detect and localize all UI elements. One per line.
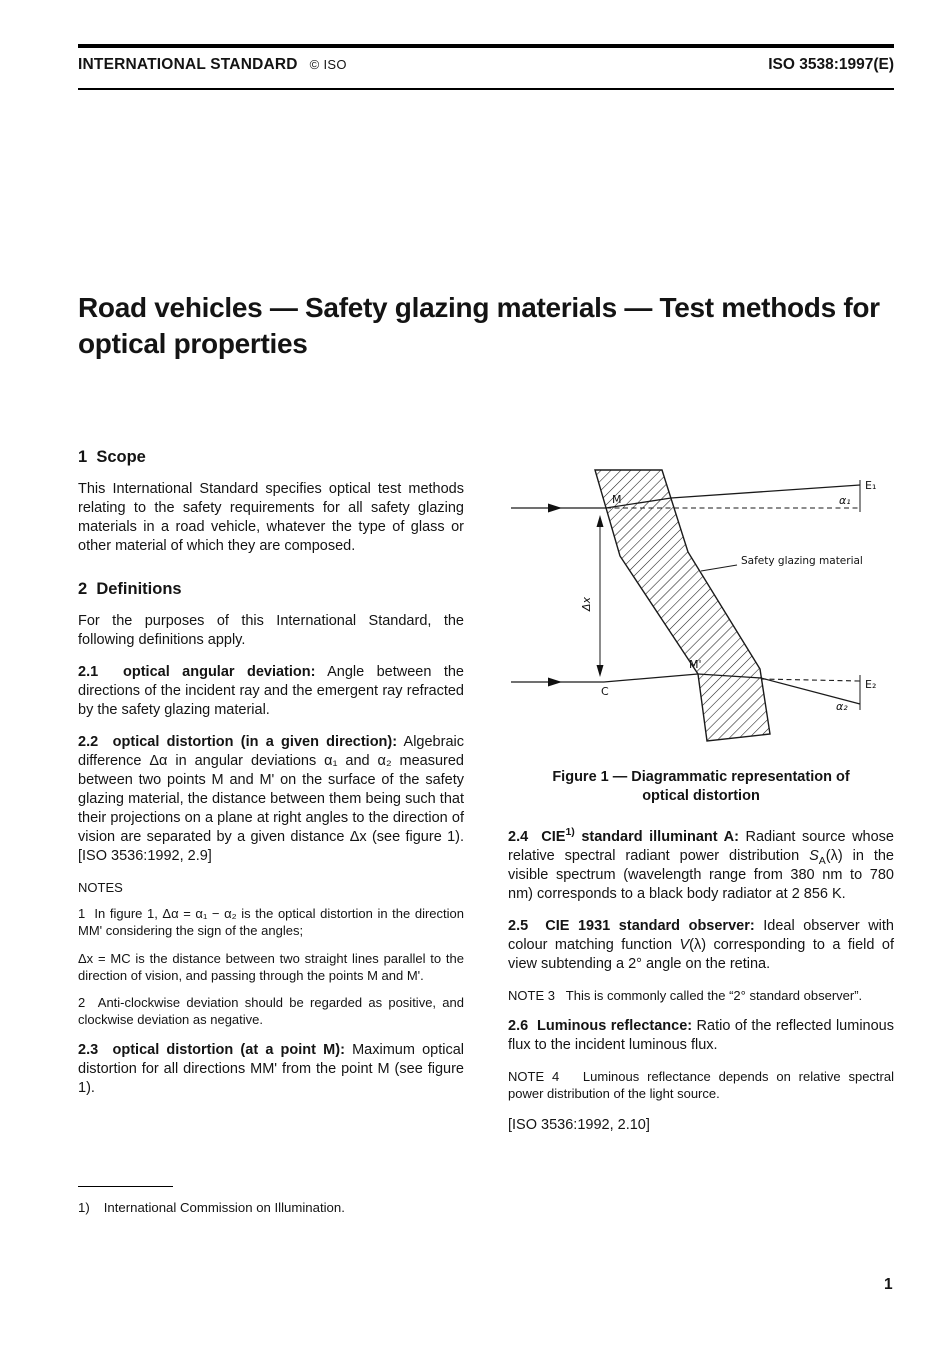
definition-2-4: [508, 828, 894, 904]
e1-label: E₁: [865, 479, 877, 492]
symbol-v: V: [679, 937, 690, 953]
point-c-label: C: [601, 685, 609, 698]
alpha2-label: α₂: [836, 700, 848, 713]
definition-2-5: [508, 917, 894, 974]
note-3-block: [508, 987, 894, 1004]
definition-2-4-term: 2.4 CIE: [508, 829, 566, 845]
definition-2-2-body: Algebraic difference Δα in angular deviations α₁ and α₂ measured between two points M and M' on the surface of the safety glazing material, the distance between them being such that their projections on a plane at right angles to the direction of vision are separated by a given distance Δx (see figure 1). [ISO 3536:1992, 2.9]: [78, 734, 464, 864]
left-column: [78, 448, 464, 1111]
standard-type-label: INTERNATIONAL STANDARD: [78, 56, 298, 73]
definition-2-2: [78, 733, 464, 866]
footnote-marker: 1): [78, 1200, 90, 1215]
header-rule: [78, 88, 894, 90]
notes-block: [78, 879, 464, 1028]
footnote: [78, 1200, 345, 1215]
point-m-prime-label: M': [689, 658, 702, 671]
footnote-text: International Commission on Illumination.: [103, 1200, 345, 1215]
definition-2-1-term: 2.1 optical angular deviation:: [78, 664, 316, 680]
note-1-part-b: Δx = MC is the distance between two straight lines parallel to the direction of vision, and passing through the points M and M'.: [78, 950, 464, 983]
definition-2-4-body-1: Radiant source whose relative spectral radiant power distribution: [508, 829, 894, 864]
note-3: NOTE 3 This is commonly called the “2° standard observer”.: [508, 988, 863, 1003]
incident-ray-top-arrow: [548, 504, 562, 513]
notes-heading: NOTES: [78, 880, 123, 895]
symbol-s: S: [809, 848, 819, 864]
definitions-intro: For the purposes of this International Standard, the following definitions apply.: [78, 613, 464, 648]
definition-2-5-term: 2.5 CIE 1931 standard observer:: [508, 918, 755, 934]
e2-label: E₂: [865, 678, 877, 691]
note-1-part-a: 1 In figure 1, Δα = α₁ − α₂ is the optical distortion in the direction MM' considering the sign of the angles;: [78, 906, 464, 939]
symbol-s-subscript: A: [818, 854, 826, 867]
definition-2-3: [78, 1041, 464, 1098]
figure-1: [508, 464, 894, 806]
delta-x-label: Δx: [580, 596, 593, 612]
material-leader-line: [701, 565, 737, 571]
alpha1-label: α₁: [839, 494, 851, 507]
definition-2-1: [78, 663, 464, 720]
definition-2-4-body-2: (λ) in the visible spectrum (wavelength range from 380 nm to 780 nm) corresponds to a black body radiator at 2 856 K.: [508, 848, 894, 902]
glazing-material-shape: [595, 470, 770, 741]
note-4-block: [508, 1068, 894, 1102]
definition-2-6: [508, 1017, 894, 1055]
definition-2-5-body-2: (λ) corresponding to a field of view subtending a 2° angle on the retina.: [508, 937, 894, 972]
standard-designation: ISO 3538:1997(E): [768, 56, 894, 73]
page-header: [78, 56, 894, 74]
definition-2-1-body: Angle between the directions of the incident ray and the emergent ray refracted by the safety glazing material.: [78, 664, 464, 718]
emergent-ray-top: [671, 485, 860, 498]
incident-ray-bottom-arrow: [548, 678, 562, 687]
top-rule: [78, 44, 894, 48]
figure-1-diagram: [508, 464, 894, 756]
footnote-rule: [78, 1186, 173, 1187]
header-left-group: [78, 56, 347, 74]
figure-1-caption: Figure 1 — Diagrammatic representation of optical distortion: [552, 769, 850, 804]
delta-x-arrow-down: [597, 665, 604, 677]
material-label: Safety glazing material: [741, 555, 863, 567]
footnote-reference: 1): [565, 826, 575, 839]
definition-2-3-body: Maximum optical distortion for all directions MM' from the point M (see figure 1).: [78, 1042, 465, 1097]
scope-heading: 1 Scope: [78, 448, 146, 466]
iso-reference: [ISO 3536:1992, 2.10]: [508, 1116, 650, 1133]
ray-c-to-m-prime: [604, 674, 698, 682]
point-m-label: M: [612, 493, 622, 506]
document-title: Road vehicles — Safety glazing materials — Test methods for optical properties: [78, 292, 880, 359]
definition-2-5-body-1: Ideal observer with colour matching function: [508, 918, 894, 953]
definition-2-6-term: 2.6 Luminous reflectance:: [508, 1018, 693, 1035]
definitions-heading: 2 Definitions: [78, 580, 182, 598]
delta-x-arrow-up: [597, 515, 604, 527]
definition-2-6-body: Ratio of the reflected luminous flux to the incident luminous flux.: [508, 1018, 894, 1054]
page-number: 1: [884, 1276, 893, 1293]
note-2: 2 Anti-clockwise deviation should be regarded as positive, and clockwise deviation as negative.: [78, 995, 464, 1028]
note-4: NOTE 4 Luminous reflectance depends on relative spectral power distribution of the light source.: [508, 1069, 894, 1102]
definition-2-2-term: 2.2 optical distortion (in a given direction):: [78, 734, 398, 750]
definition-2-4-term-cont: standard illuminant A:: [574, 829, 739, 845]
right-column: [508, 464, 894, 1148]
undeviated-direction-bottom: [761, 679, 860, 681]
copyright-label: © ISO: [309, 57, 347, 72]
scope-paragraph: This International Standard specifies optical test methods relating to the safety requirements for all safety glazing materials in a road vehicle, whatever the type of glass or other material of which they are composed.: [78, 481, 464, 554]
definition-2-3-term: 2.3 optical distortion (at a point M):: [78, 1042, 345, 1059]
